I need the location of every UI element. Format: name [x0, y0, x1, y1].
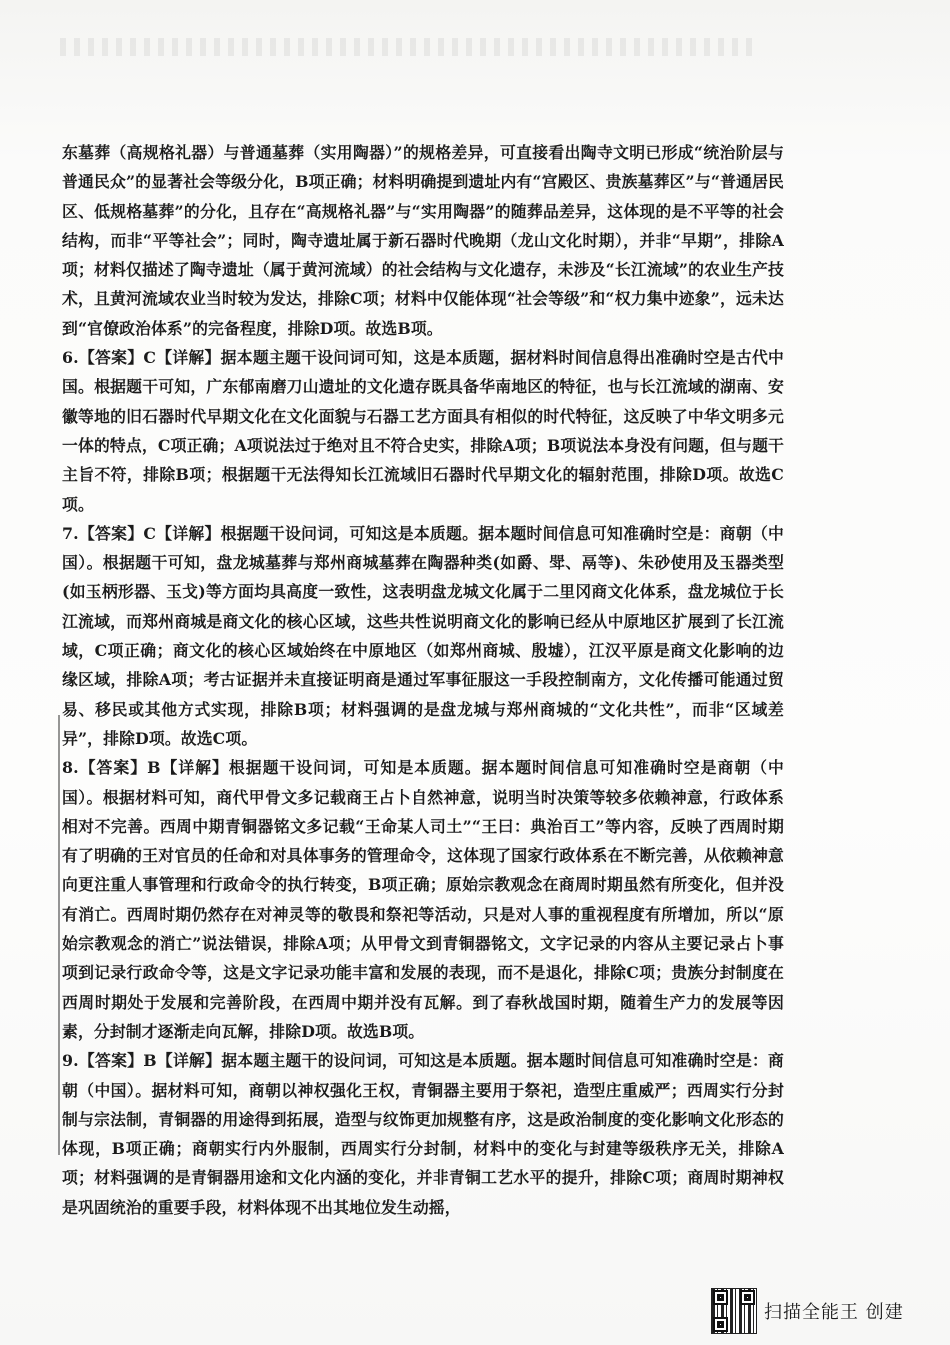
- paragraph-q7: 7.【答案】C【详解】根据题干设问词，可知这是本质题。据本题时间信息可知准确时空是：商朝（中国）。根据题干可知，盘龙城墓葬与郑州商城墓葬在陶器种类(如爵、斝、鬲等)、朱砂使用及玉器类型(如玉柄形器、玉戈)等方面均具高度一致性，这表明盘龙城文化属于二里冈商文化体系，盘龙城位于长江流域，而郑州商城是商文化的核心区域，这些共性说明商文化的影响已经从中原地区扩展到了长江流域，C项正确；商文化的核心区域始终在中原地区（如郑州商城、殷墟），江汉平原是商文化影响的边缘区域，排除A项；考古证据并未直接证明商是通过军事征服这一手段控制南方，文化传播可能通过贸易、移民或其他方式实现，排除B项；材料强调的是盘龙城与郑州商城的“文化共性”，而非“区域差异”，排除D项。故选C项。: [62, 523, 784, 748]
- paragraph-q6: 6.【答案】C【详解】据本题主题干设问词可知，这是本质题，据材料时间信息得出准确时空是古代中国。根据题干可知，广东郁南磨刀山遗址的文化遗存既具备华南地区的特征，也与长江流域的湖南、安徽等地的旧石器时代早期文化在文化面貌与石器工艺方面具有相似的时代特征，这反映了中华文明多元一体的特点，C项正确；A项说法过于绝对且不符合史实，排除A项；B项说法本身没有问题，但与题干主旨不符，排除B项；根据题干无法得知长江流域旧石器时代早期文化的辐射范围，排除D项。故选C项。: [62, 348, 784, 514]
- paragraph-q8: 8.【答案】B【详解】根据题干设问词，可知是本质题。据本题时间信息可知准确时空是商朝（中国）。根据材料可知，商代甲骨文多记载商王占卜自然神意，说明当时决策等较多依赖神意，行政体系相对不完善。西周中期青铜器铭文多记载“王命某人司土”“王曰：典治百工”等内容，反映了西周时期有了明确的王对官员的任命和对具体事务的管理命令，这体现了国家行政体系在不断完善，从依赖神意向更注重人事管理和行政命令的执行转变，B项正确；原始宗教观念在商周时期虽然有所变化，但并没有消亡。西周时期仍然存在对神灵等的敬畏和祭祀等活动，只是对人事的重视程度有所增加，所以“原始宗教观念的消亡”说法错误，排除A项；从甲骨文到青铜器铭文，文字记录的内容从主要记录占卜事项到记录行政命令等，这是文字记录功能丰富和发展的表现，而不是退化，排除C项；贵族分封制度在西周时期处于发展和完善阶段，在西周中期并没有瓦解。到了春秋战国时期，随着生产力的发展等因素，分封制才逐渐走向瓦解，排除D项。故选B项。: [62, 758, 784, 1041]
- qr-code-icon: [712, 1289, 756, 1333]
- watermark-text: 扫描全能王 创建: [764, 1302, 904, 1323]
- answer-explanations: [62, 138, 784, 1222]
- paragraph-q9: 9.【答案】B【详解】据本题主题干的设问词，可知这是本质题。据本题时间信息可知准确时空是：商朝（中国）。据材料可知，商朝以神权强化王权，青铜器主要用于祭祀，造型庄重威严；西周实行分封制与宗法制，青铜器的用途得到拓展，造型与纹饰更加规整有序，这是政治制度的变化影响文化形态的体现，B项正确；商朝实行内外服制，西周实行分封制，材料中的变化与封建等级秩序无关，排除A项；材料强调的是青铜器用途和文化内涵的变化，并非青铜工艺水平的提升，排除C项；商周时期神权是巩固统治的重要手段，材料体现不出其地位发生动摇，: [62, 1051, 784, 1217]
- margin-line: [58, 715, 60, 1155]
- paragraph-q5-continued: 东墓葬（高规格礼器）与普通墓葬（实用陶器）”的规格差异，可直接看出陶寺文明已形成“统治阶层与普通民众”的显著社会等级分化，B项正确；材料明确提到遗址内有“宫殿区、贵族墓葬区”与“普通居民区、低规格墓葬”的分化，且存在“高规格礼器”与“实用陶器”的随葬品差异，这体现的是不平等的社会结构，而非“平等社会”；同时，陶寺遗址属于新石器时代晚期（龙山文化时期），并非“早期”，排除A项；材料仅描述了陶寺遗址（属于黄河流域）的社会结构与文化遗存，未涉及“长江流域”的农业生产技术，且黄河流域农业当时较为发达，排除C项；材料中仅能体现“社会等级”和“权力集中迹象”，远未达到“官僚政治体系”的完备程度，排除D项。故选B项。: [62, 143, 784, 338]
- scan-artifact: [60, 38, 760, 56]
- scanner-watermark: [712, 1288, 904, 1334]
